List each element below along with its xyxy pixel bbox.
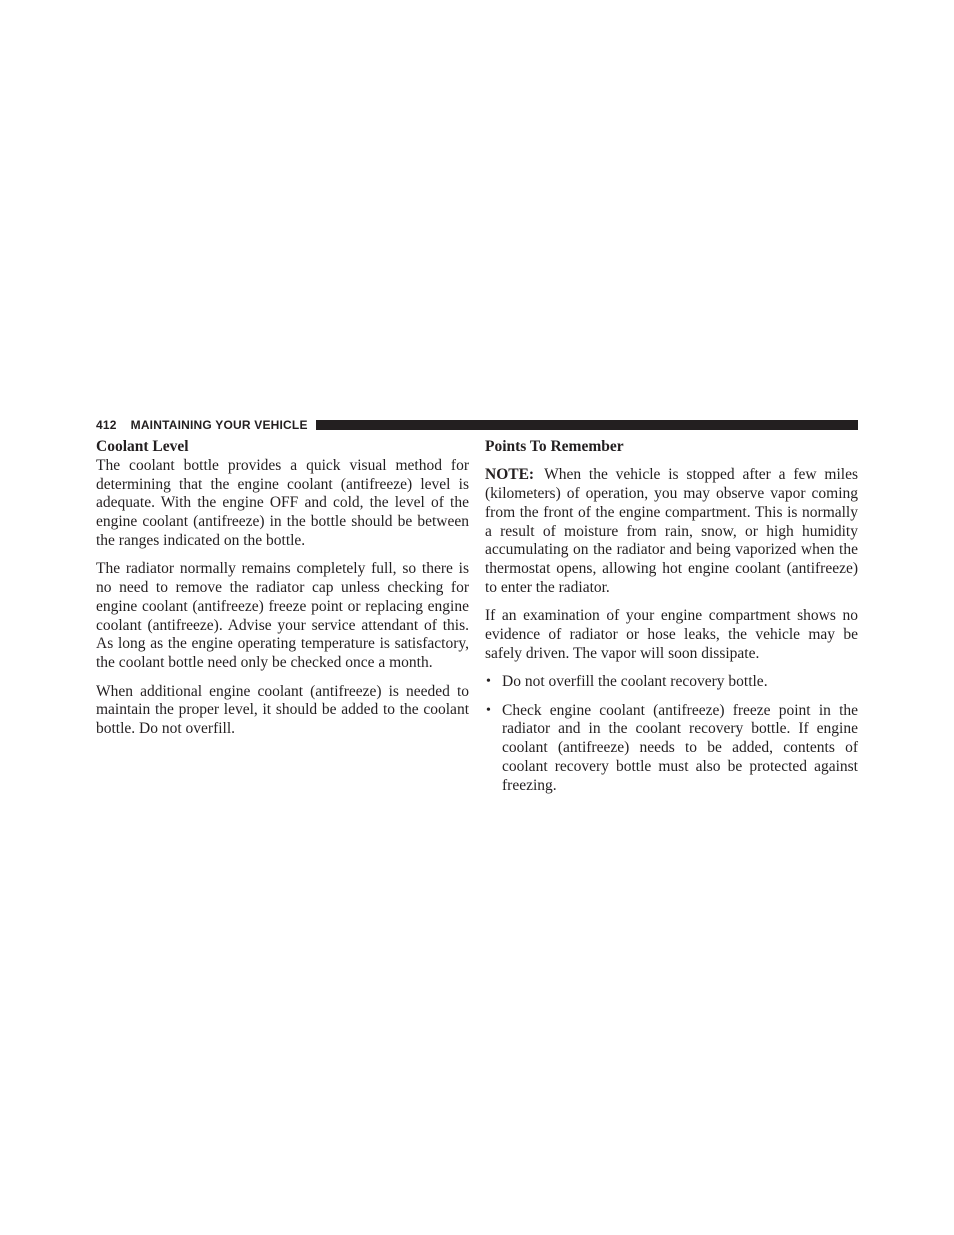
- right-column: [485, 438, 858, 805]
- list-item-text: Do not overfill the coolant recovery bottle.: [502, 673, 768, 691]
- paragraph: The coolant bottle provides a quick visual method for determining that the engine coolant (antifreeze) level is adequate. With the engine OFF and cold, the level of the engine coolant (antifreeze) in the bottle should be between the ranges indicated on the bottle.: [96, 456, 469, 549]
- bullet-list: [485, 673, 858, 795]
- points-to-remember-heading: Points To Remember: [485, 438, 624, 455]
- list-item: [485, 673, 858, 692]
- paragraph: When additional engine coolant (antifreeze) is needed to maintain the proper level, it should be added to the coolant bottle. Do not overfill.: [96, 682, 469, 738]
- note-text: When the vehicle is stopped after a few miles (kilometers) of operation, you may observe vapor coming from the front of the engine compartment. This is normally a result of moisture from rain, snow, or high humidity accumulating on the radiator and being vaporized when the thermostat opens, allowing hot engine coolant (antifreeze) to enter the radiator.: [485, 466, 858, 597]
- note-label: NOTE:: [485, 466, 535, 484]
- note-paragraph: [485, 466, 858, 598]
- bullet-icon: •: [486, 674, 491, 690]
- bullet-icon: •: [486, 702, 491, 718]
- page-number: 412: [96, 417, 117, 432]
- list-item-text: Check engine coolant (antifreeze) freeze point in the radiator and in the coolant recovery bottle. If engine coolant (antifreeze) needs to be added, contents of coolant recovery bottle must also be protected against freezing.: [502, 701, 858, 794]
- left-column: [96, 438, 469, 748]
- header-rule: [316, 420, 858, 430]
- list-item: [485, 702, 858, 796]
- paragraph: The radiator normally remains completely full, so there is no need to remove the radiator cap unless checking for engine coolant (antifreeze) freeze point or replacing engine coolant (antifreeze). Advise your service attendant of this. As long as the engine operating temperature is satisfactory, the coolant bottle need only be checked once a month.: [96, 560, 469, 672]
- paragraph: If an examination of your engine compartment shows no evidence of radiator or hose leaks, the vehicle may be safely driven. The vapor will soon dissipate.: [485, 607, 858, 662]
- page-header: [96, 417, 858, 432]
- coolant-level-heading: Coolant Level: [96, 438, 189, 455]
- section-title: MAINTAINING YOUR VEHICLE: [130, 417, 308, 432]
